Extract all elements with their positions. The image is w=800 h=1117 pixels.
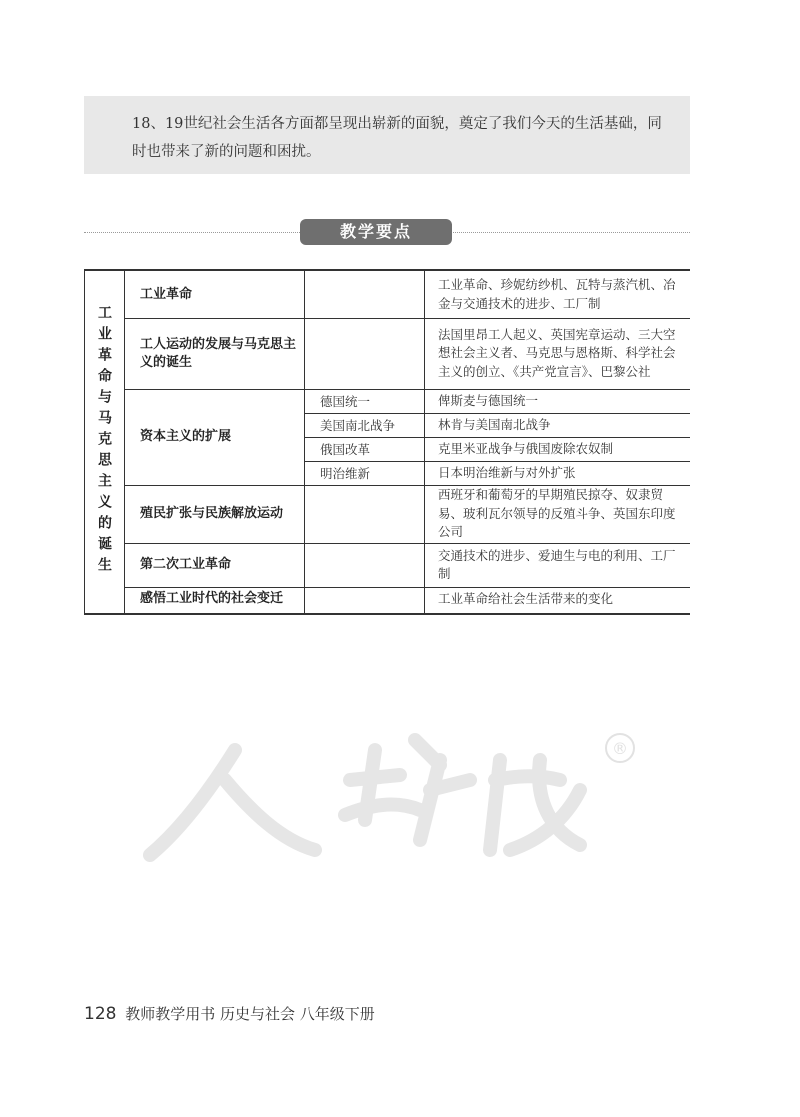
detail-text: 西班牙和葡萄牙的早期殖民掠夺、奴隶贸易、玻利瓦尔领导的反殖斗争、英国东印度公司 (438, 487, 676, 540)
intro-box (84, 96, 690, 174)
table-cell-detail (428, 389, 690, 413)
table-cell-detail (428, 543, 690, 587)
topic-label: 第二次工业革命 (140, 557, 232, 572)
table-column-divider (304, 271, 305, 613)
table-cell-topic (126, 318, 304, 389)
table-cell-subtopic (306, 437, 424, 461)
table-cell-topic (126, 271, 304, 318)
table-cell-subtopic (306, 461, 424, 485)
intro-text: 18、19世纪社会生活各方面都呈现出崭新的面貌，奠定了我们今天的生活基础，同时也带来了新的问题和困扰。 (132, 116, 662, 160)
table-cell-subtopic (306, 389, 424, 413)
detail-text: 工业革命、珍妮纺纱机、瓦特与蒸汽机、冶金与交通技术的进步、工厂制 (438, 277, 676, 311)
table-cell-topic (126, 543, 304, 587)
table-cell-detail (428, 413, 690, 437)
detail-text: 法国里昂工人起义、英国宪章运动、三大空想社会主义者、马克思与恩格斯、科学社会主义的创立、《共产党宣言》、巴黎公社 (438, 326, 676, 379)
detail-text: 日本明治维新与对外扩张 (438, 464, 576, 480)
detail-text: 俾斯麦与德国统一 (438, 392, 539, 408)
table-cell-detail (428, 461, 690, 485)
publisher-watermark (140, 720, 660, 870)
book-title: 教师教学用书 历史与社会 八年级下册 (125, 1005, 375, 1023)
detail-text: 克里米亚战争与俄国废除农奴制 (438, 440, 614, 456)
unit-title-cell (84, 271, 124, 611)
page-footer (84, 1003, 375, 1024)
topic-label: 殖民扩张与民族解放运动 (140, 506, 284, 521)
detail-text: 工业革命给社会生活带来的变化 (438, 590, 614, 606)
topic-label: 工业革命 (140, 286, 193, 302)
detail-text: 交通技术的进步、爱迪生与电的利用、工厂制 (438, 547, 676, 581)
table-cell-topic (126, 485, 304, 543)
table-cell-detail (428, 437, 690, 461)
table-cell-topic (126, 587, 304, 611)
topic-label: 工人运动的发展与马克思主义的诞生 (140, 336, 297, 370)
unit-title: 工业革命与马克思主义的诞生 (96, 304, 112, 578)
page-number: 128 (84, 1004, 117, 1024)
subtopic-label: 德国统一 (320, 394, 371, 409)
subtopic-label: 俄国改革 (320, 442, 371, 457)
registered-mark: ® (612, 739, 628, 758)
topic-label: 感悟工业时代的社会变迁 (140, 591, 284, 606)
table-column-divider (124, 271, 125, 613)
subtopic-label: 美国南北战争 (320, 418, 396, 433)
table-cell-detail (428, 485, 690, 543)
table-cell-subtopic (306, 413, 424, 437)
table-column-divider (424, 271, 425, 613)
detail-text: 林肯与美国南北战争 (438, 416, 551, 432)
table-cell-detail (428, 587, 690, 611)
subtopic-label: 明治维新 (320, 466, 371, 481)
topic-label: 资本主义的扩展 (140, 429, 232, 444)
table-cell-detail (428, 271, 690, 318)
table-cell-detail (428, 318, 690, 389)
section-badge: 教学要点 (300, 219, 452, 245)
table-cell-topic (126, 389, 304, 485)
